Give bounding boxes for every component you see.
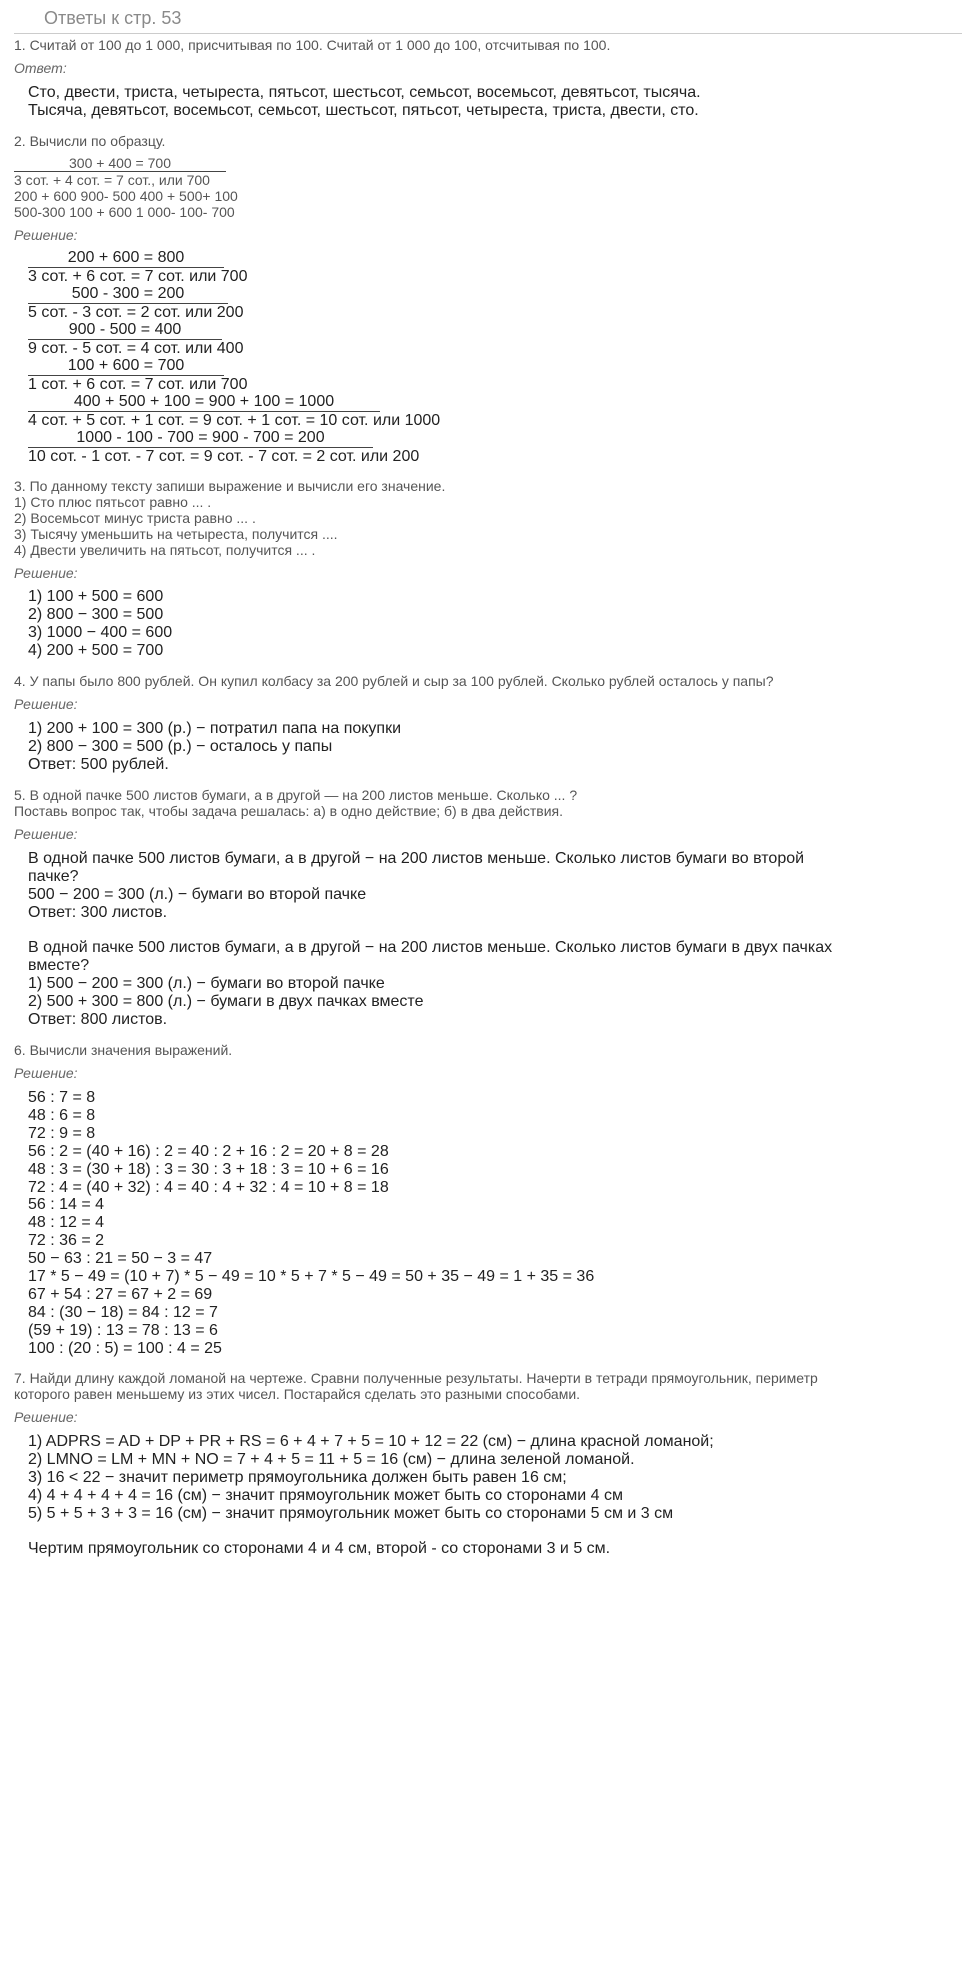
task3-line-2: 2) 800 − 300 = 500 — [28, 606, 164, 623]
task5-line-6: вместе? — [28, 957, 90, 974]
task6-line-6: 72 : 4 = (40 + 32) : 4 = 40 : 4 + 32 : 4 = 10 + 8 = 18 — [28, 1179, 389, 1196]
task5-line-4: Ответ: 300 листов. — [28, 904, 168, 921]
task1-line-2: Тысяча, девятьсот, восемьсот, семьсот, шестьсот, пятьсот, четыреста, триста, двести, сто. — [28, 102, 699, 119]
task2-line-4: 5 сот. - 3 сот. = 2 сот. или 200 — [28, 304, 244, 321]
task5-question: 5. В одной пачке 500 листов бумаги, а в другой — на 200 листов меньше. Сколько ... ? — [14, 787, 578, 803]
task6-line-10: 50 − 63 : 21 = 50 − 3 = 47 — [28, 1250, 213, 1267]
task6-line-3: 72 : 9 = 8 — [28, 1125, 96, 1142]
task6-question: 6. Вычисли значения выражений. — [14, 1042, 233, 1058]
task5-question-2: Поставь вопрос так, чтобы задача решалась: а) в одно действие; б) в два действия. — [14, 803, 563, 819]
task7-line-1: 1) ADPRS = AD + DP + PR + RS = 6 + 4 + 7 + 5 = 10 + 12 = 22 (см) − длина красной ломаной; — [28, 1433, 714, 1450]
task2-line-5: 900 - 500 = 400 — [28, 321, 222, 340]
task4-solution-label: Решение: — [14, 696, 78, 712]
task6-line-9: 72 : 36 = 2 — [28, 1232, 105, 1249]
task3-question: 3. По данному тексту запиши выражение и вычисли его значение. — [14, 478, 446, 494]
task2-line-9: 400 + 500 + 100 = 900 + 100 = 1000 — [28, 393, 380, 412]
task6-line-14: (59 + 19) : 13 = 78 : 13 = 6 — [28, 1322, 218, 1339]
task3-item-1: 1) Сто плюс пятьсот равно ... . — [14, 494, 212, 510]
task5-line-5: В одной пачке 500 листов бумаги, а в другой − на 200 листов меньше. Сколько листов бумаги в двух пачках — [28, 939, 833, 956]
task7-line-2: 2) LMNO = LM + MN + NO = 7 + 4 + 5 = 11 + 5 = 16 (см) − длина зеленой ломаной. — [28, 1451, 635, 1468]
task2-line-10: 4 сот. + 5 сот. + 1 сот. = 9 сот. + 1 сот. = 10 сот. или 1000 — [28, 412, 441, 429]
task2-sample-3: 200 + 600 900- 500 400 + 500+ 100 — [14, 188, 238, 204]
task6-line-15: 100 : (20 : 5) = 100 : 4 = 25 — [28, 1340, 222, 1357]
task2-solution-label: Решение: — [14, 227, 78, 243]
task2-line-2: 3 сот. + 6 сот. = 7 сот. или 700 — [28, 268, 248, 285]
task6-line-2: 48 : 6 = 8 — [28, 1107, 96, 1124]
task6-line-4: 56 : 2 = (40 + 16) : 2 = 40 : 2 + 16 : 2 = 20 + 8 = 28 — [28, 1143, 389, 1160]
task2-sample-2: 3 сот. + 4 сот. = 7 сот., или 700 — [14, 172, 210, 188]
task4-question: 4. У папы было 800 рублей. Он купил колбасу за 200 рублей и сыр за 100 рублей. Сколько рублей осталось у папы? — [14, 673, 774, 689]
task6-line-7: 56 : 14 = 4 — [28, 1196, 105, 1213]
task5-line-7: 1) 500 − 200 = 300 (л.) − бумаги во второй пачке — [28, 975, 385, 992]
task7-line-3: 3) 16 < 22 − значит периметр прямоугольника должен быть равен 16 см; — [28, 1469, 567, 1486]
task3-item-4: 4) Двести увеличить на пятьсот, получится ... . — [14, 542, 316, 558]
task6-line-13: 84 : (30 − 18) = 84 : 12 = 7 — [28, 1304, 218, 1321]
task7-line-4: 4) 4 + 4 + 4 + 4 = 16 (см) − значит прямоугольник может быть со сторонами 4 см — [28, 1487, 623, 1504]
task5-line-8: 2) 500 + 300 = 800 (л.) − бумаги в двух пачках вместе — [28, 993, 424, 1010]
task6-line-12: 67 + 54 : 27 = 67 + 2 = 69 — [28, 1286, 213, 1303]
task5-solution-label: Решение: — [14, 826, 78, 842]
task1-question: 1. Считай от 100 до 1 000, присчитывая по 100. Считай от 1 000 до 100, отсчитывая по 100. — [14, 37, 611, 53]
task2-sample-4: 500-300 100 + 600 1 000- 100- 700 — [14, 204, 235, 220]
task5-line-2: пачке? — [28, 868, 79, 885]
task7-question-2: которого равен меньшему из этих чисел. Постарайся сделать это разными способами. — [14, 1386, 581, 1402]
task3-line-3: 3) 1000 − 400 = 600 — [28, 624, 173, 641]
task2-line-3: 500 - 300 = 200 — [28, 285, 228, 304]
task2-question: 2. Вычисли по образцу. — [14, 133, 166, 149]
task3-solution-label: Решение: — [14, 565, 78, 581]
task2-line-7: 100 + 600 = 700 — [28, 357, 224, 376]
task7-solution-label: Решение: — [14, 1409, 78, 1425]
task6-line-5: 48 : 3 = (30 + 18) : 3 = 30 : 3 + 18 : 3 = 10 + 6 = 16 — [28, 1161, 389, 1178]
task4-line-2: 2) 800 − 300 = 500 (р.) − осталось у папы — [28, 738, 333, 755]
task6-line-11: 17 * 5 − 49 = (10 + 7) * 5 − 49 = 10 * 5 + 7 * 5 − 49 = 50 + 35 − 49 = 1 + 35 = 36 — [28, 1268, 595, 1285]
task2-line-8: 1 сот. + 6 сот. = 7 сот. или 700 — [28, 376, 248, 393]
task3-item-3: 3) Тысячу уменьшить на четыреста, получится .... — [14, 526, 338, 542]
task4-line-1: 1) 200 + 100 = 300 (р.) − потратил папа на покупки — [28, 720, 402, 737]
task2-line-6: 9 сот. - 5 сот. = 4 сот. или 400 — [28, 340, 244, 357]
page-title: Ответы к стр. 53 — [44, 8, 182, 28]
task5-line-3: 500 − 200 = 300 (л.) − бумаги во второй пачке — [28, 886, 367, 903]
task1-line-1: Сто, двести, триста, четыреста, пятьсот, шестьсот, семьсот, восемьсот, девятьсот, тысяча. — [28, 84, 701, 101]
task4-line-3: Ответ: 500 рублей. — [28, 756, 169, 773]
task2-line-11: 1000 - 100 - 700 = 900 - 700 = 200 — [28, 429, 373, 448]
task7-line-6: Чертим прямоугольник со сторонами 4 и 4 см, второй - со сторонами 3 и 5 см. — [28, 1540, 611, 1557]
task3-item-2: 2) Восемьсот минус триста равно ... . — [14, 510, 256, 526]
task7-question: 7. Найди длину каждой ломаной на чертеже. Сравни полученные результаты. Начерти в тетради прямоугольник, периметр — [14, 1370, 818, 1386]
task6-line-1: 56 : 7 = 8 — [28, 1089, 96, 1106]
task2-line-1: 200 + 600 = 800 — [28, 249, 224, 268]
task2-sample-1: 300 + 400 = 700 — [14, 155, 226, 172]
task3-line-1: 1) 100 + 500 = 600 — [28, 588, 164, 605]
task6-solution-label: Решение: — [14, 1065, 78, 1081]
task2-line-12: 10 сот. - 1 сот. - 7 сот. = 9 сот. - 7 сот. = 2 сот. или 200 — [28, 448, 420, 465]
task6-line-8: 48 : 12 = 4 — [28, 1214, 105, 1231]
header-divider — [14, 33, 962, 34]
task1-answer-label: Ответ: — [14, 60, 67, 76]
task7-line-5: 5) 5 + 5 + 3 + 3 = 16 (см) − значит прямоугольник может быть со сторонами 5 см и 3 см — [28, 1505, 674, 1522]
task5-line-1: В одной пачке 500 листов бумаги, а в другой − на 200 листов меньше. Сколько листов бумаги во второй — [28, 850, 805, 867]
task3-line-4: 4) 200 + 500 = 700 — [28, 642, 164, 659]
task5-line-9: Ответ: 800 листов. — [28, 1011, 168, 1028]
